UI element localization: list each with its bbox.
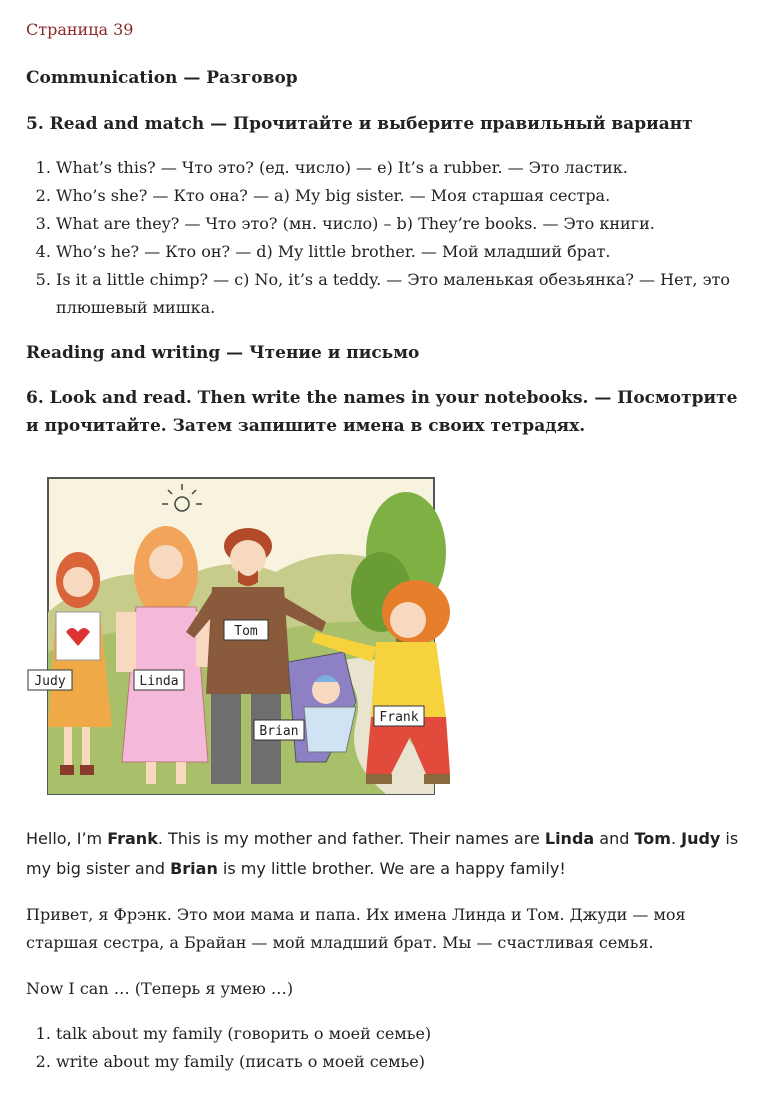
svg-text:Judy: Judy [34, 674, 66, 689]
family-illustration [26, 462, 466, 802]
pram-with-brian [288, 652, 356, 762]
label-linda [134, 670, 184, 690]
list-item: 2. write about my family (писать о моей семье) [56, 1048, 776, 1076]
list-item: 3. What are they? — Что это? (мн. число) – b) They’re books. — Это книги. [56, 210, 776, 238]
text-part: Hello, I’m [26, 829, 108, 848]
text-part: and [594, 829, 635, 848]
list-item: 1. What’s this? — Что это? (ед. число) — e) It’s a rubber. — Это ластик. [56, 154, 776, 182]
now-i-can-list [26, 1020, 776, 1076]
label-brian [254, 720, 304, 740]
text-russian: Привет, я Фрэнк. Это мои мама и папа. Их имена Линда и Том. Джуди — моя старшая сестра, а Брайан — мой младший брат. Мы — счастливая семья. [26, 905, 686, 952]
breadcrumb[interactable]: Страница 39 [26, 20, 134, 39]
name-tom: Tom [634, 829, 671, 848]
section-communication-heading: Communication — Разговор [26, 68, 298, 88]
exercise6-heading: 6. Look and read. Then write the names in your notebooks. — Посмотрите и прочитайте. Затем запишите имена в своих тетрадях. [26, 388, 738, 436]
text-part: is my big sister and [26, 829, 739, 878]
text-english [26, 824, 756, 884]
exercise5-list [26, 154, 776, 322]
svg-text:Tom: Tom [234, 624, 258, 639]
list-item: 4. Who’s he? — Кто он? — d) My little brother. — Мой младший брат. [56, 238, 776, 266]
now-i-can-heading: Now I can … (Теперь я умею …) [26, 979, 294, 998]
svg-text:Brian: Brian [259, 724, 299, 739]
text-part: is my little brother. We are a happy family! [217, 859, 566, 878]
list-item: 2. Who’s she? — Кто она? — a) My big sister. — Моя старшая сестра. [56, 182, 776, 210]
svg-text:Linda: Linda [139, 674, 179, 689]
name-brian: Brian [170, 859, 218, 878]
label-frank [374, 706, 424, 726]
section-reading-heading: Reading and writing — Чтение и письмо [26, 343, 420, 363]
name-judy: Judy [681, 829, 721, 848]
label-tom [224, 620, 268, 640]
list-item: 5. Is it a little chimp? — c) No, it’s a teddy. — Это маленькая обезьянка? — Нет, это плюшевый мишка. [56, 266, 776, 322]
name-linda: Linda [544, 829, 595, 848]
svg-text:Frank: Frank [379, 710, 419, 725]
list-item: 1. talk about my family (говорить о моей семье) [56, 1020, 776, 1048]
text-part: . This is my mother and father. Their names are [157, 829, 545, 848]
exercise5-heading: 5. Read and match — Прочитайте и выберите правильный вариант [26, 114, 693, 134]
name-frank: Frank [107, 829, 158, 848]
label-judy [28, 670, 72, 690]
text-part: . [670, 829, 682, 848]
